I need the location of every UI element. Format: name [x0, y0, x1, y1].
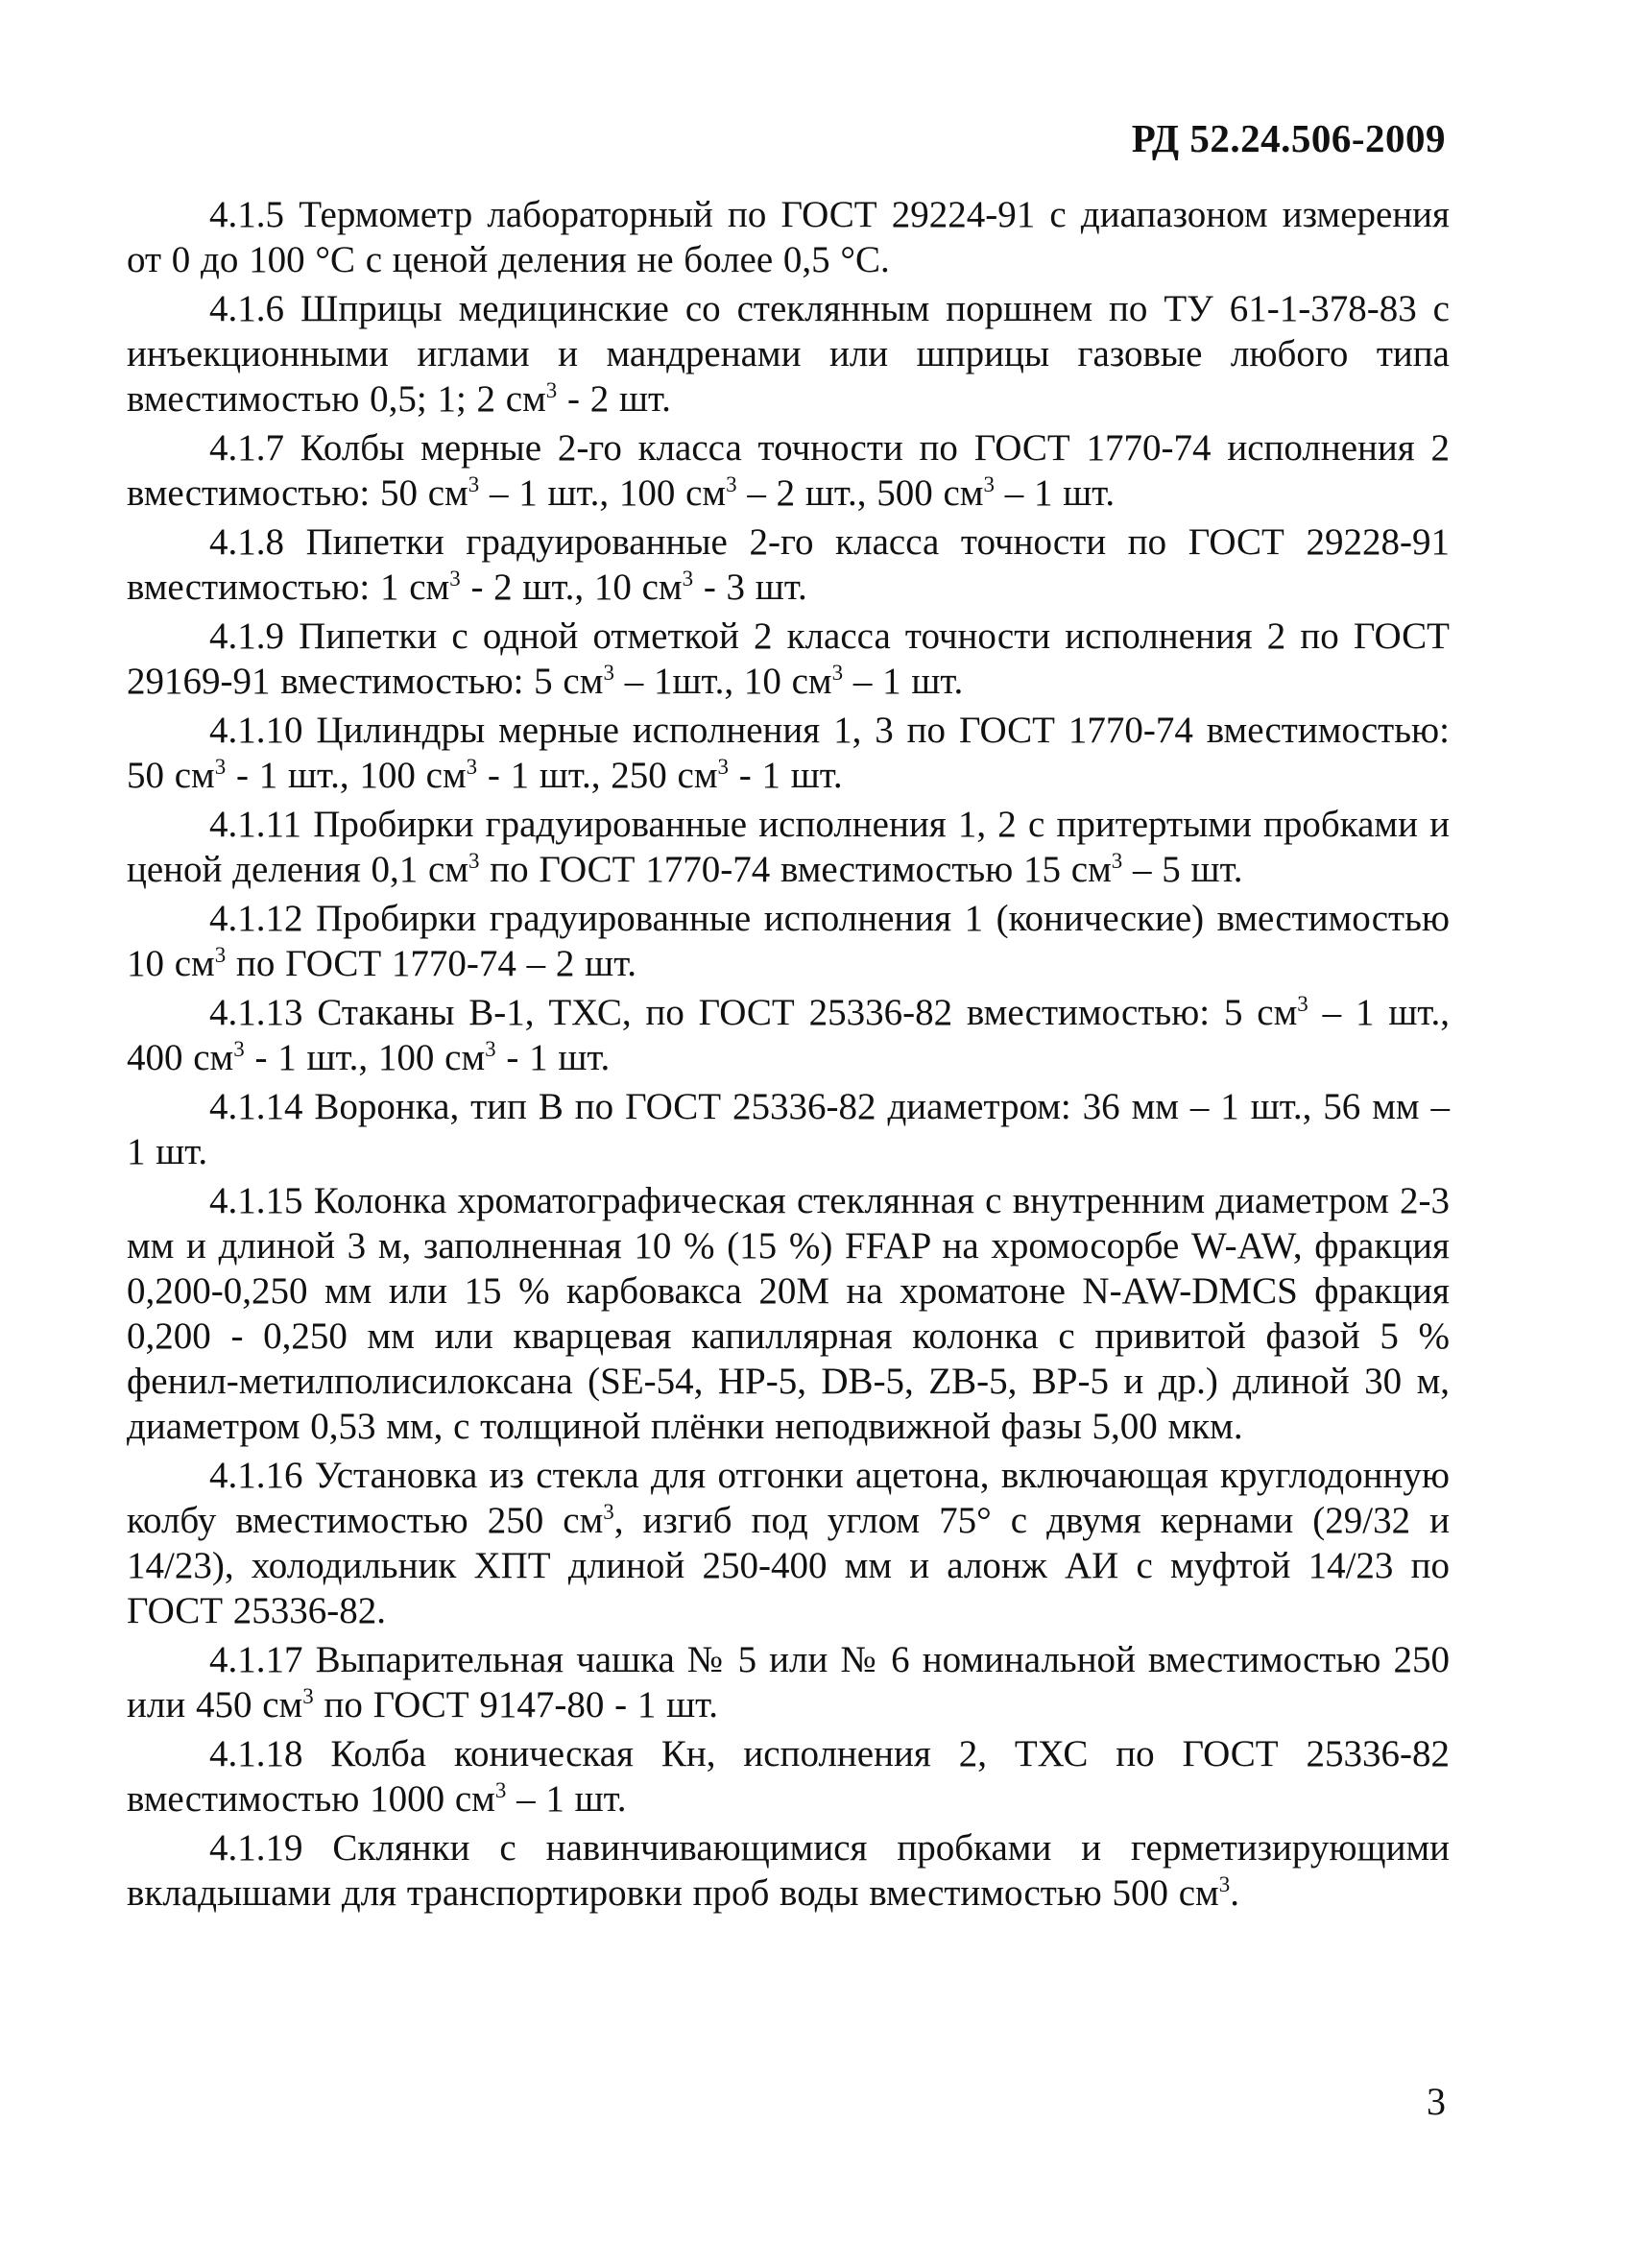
paragraph-4-1-11: 4.1.11 Пробирки градуированные исполнения 1, 2 с притертыми пробками и ценой деления 0,1 $см^3$ по ГОСТ 1770-74 вместимостью 15 $см^3 - 5$ шт. [127, 804, 1450, 890]
document-code: РД 52.24.506-2009 [1131, 116, 1446, 160]
paragraph-4-1-9: 4.1.9 Пипетки с одной отметкой 2 класса точности исполнения 2 по ГОСТ 29169-91 вместимостью: 5 $см^3 - 1шт$., 10 $см^3 - 1$ шт. [127, 615, 1450, 702]
paragraph-4-1-12: 4.1.12 Пробирки градуированные исполнения 1 (конические) вместимостью 10 $см^3$ по ГОСТ 1770-74 – 2 шт. [127, 898, 1450, 984]
paragraph-4-1-7: 4.1.7 Колбы мерные 2-го класса точности по ГОСТ 1770-74 исполнения 2 вместимостью: 50 $см^3 - 1$ шт., 100 $см^3 - 2$ шт., 500 $см^3 - 1$ шт. [127, 427, 1450, 514]
document-body [127, 192, 1450, 1919]
paragraph-4-1-14: 4.1.14 Воронка, тип В по ГОСТ 25336-82 диаметром: 36 мм – 1 шт., 56 мм – 1 шт. [127, 1086, 1450, 1172]
paragraph-4-1-16: 4.1.16 Установка из стекла для отгонки ацетона, включающая круглодонную колбу вместимостью 250 $см^3$, изгиб под углом 75° с двумя кернами (29/32 и 14/23), холодильник ХПТ длиной 250-400 мм и алонж АИ с муфтой 14/23 по ГОСТ 25336-82. [127, 1455, 1451, 1631]
paragraph-4-1-19: 4.1.19 Склянки с навинчивающимися пробками и герметизирующими вкладышами для транспортировки проб воды вместимостью 500 $см^3$. [127, 1827, 1450, 1914]
paragraph-4-1-10: 4.1.10 Цилиндры мерные исполнения 1, 3 по ГОСТ 1770-74 вместимостью: 50 $см^3 - 1$ шт., 100 $см^3 - 1$ шт., 250 $см^3 - 1$ шт. [127, 710, 1450, 796]
page-number: 3 [1427, 2080, 1446, 2123]
paragraph-4-1-8: 4.1.8 Пипетки градуированные 2-го класса точности по ГОСТ 29228-91 вместимостью: 1 $см^3 - 2$ шт., 10 $см^3 - 3$ шт. [127, 521, 1450, 608]
paragraph-4-1-15: 4.1.15 Колонка хроматографическая стеклянная с внутренним диаметром 2-3 мм и длиной 3 м, заполненная 10 % (15 %) FFAP на хромосорбе W-AW, фракция 0,200-0,250 мм или 15 % карбовакса 20М на хроматоне N-AW-DMCS фракция 0,200 - 0,250 мм или кварцевая капиллярная колонка с привитой фазой 5 % фенил-метилполисилоксана (SE-54, HP-5, DB-5, ZB-5, BP-5 и др.) длиной 30 м, диаметром 0,53 мм, с толщиной плёнки неподвижной фазы 5,00 мкм. [127, 1180, 1450, 1447]
paragraph-4-1-6: 4.1.6 Шприцы медицинские со стеклянным поршнем по ТУ 61-1-378-83 с инъекционными иглами и мандренами или шприцы газовые любого типа вместимостью 0,5; 1; 2 $см^3 - 2$ шт. [127, 288, 1450, 420]
paragraph-4-1-5: 4.1.5 Термометр лабораторный по ГОСТ 29224-91 с диапазоном измерения от 0 до 100 °С с ценой деления не более 0,5 °С. [127, 194, 1450, 280]
paragraph-4-1-18: 4.1.18 Колба коническая Кн, исполнения 2, ТХС по ГОСТ 25336-82 вместимостью 1000 $см^3 - 1$ шт. [127, 1733, 1450, 1820]
paragraph-4-1-17: 4.1.17 Выпарительная чашка № 5 или № 6 номинальной вместимостью 250 или 450 $см^3$ по ГОСТ 9147-80 - 1 шт. [127, 1639, 1450, 1725]
paragraph-4-1-13: 4.1.13 Стаканы В-1, ТХС, по ГОСТ 25336-82 вместимостью: 5 $см^3 - 1$ шт., 400 $см^3 - 1$ шт., 100 $см^3 - 1$ шт. [127, 992, 1450, 1078]
